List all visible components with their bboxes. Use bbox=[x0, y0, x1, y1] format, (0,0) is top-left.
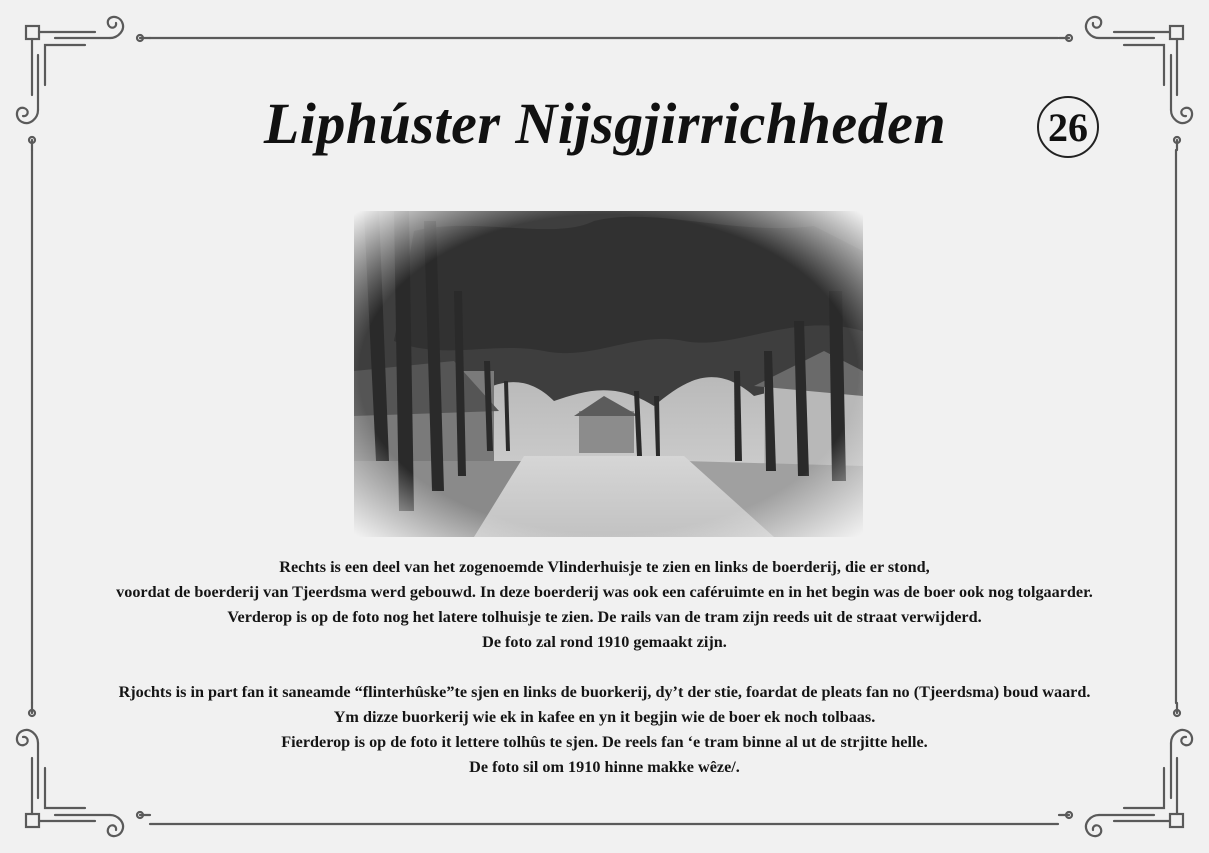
caption-line: Ym dizze buorkerij wie ek in kafee en yn it begjin wie de boer ek noch tolbaas. bbox=[333, 708, 876, 726]
dutch-caption bbox=[40, 555, 1169, 655]
page-title: Liphúster Nijsgjirrichheden bbox=[263, 91, 947, 156]
caption-line: Rechts is een deel van het zogenoemde Vlinderhuisje te zien en links de boerderij, die er stond, bbox=[279, 558, 930, 576]
caption-line: voordat de boerderij van Tjeerdsma werd gebouwd. In deze boerderij was ook een caféruimte en in het begin was de boer ook nog tolgaarder. bbox=[116, 583, 1093, 601]
corner-ornament-top-left bbox=[17, 17, 150, 150]
caption-line: Verderop is op de foto nog het latere tolhuisje te zien. De rails van de tram zijn reeds uit de straat verwijderd. bbox=[227, 608, 982, 626]
caption-line: Rjochts is in part fan it saneamde “flinterhûske”te sjen en links de buorkerij, dy’t der stie, foardat de pleats fan no (Tjeerdsma) boud waard. bbox=[118, 683, 1091, 701]
page-number-badge: 26 bbox=[1037, 96, 1099, 158]
historic-street-photo bbox=[354, 211, 863, 537]
caption-line: Fierderop is op de foto it lettere tolhûs te sjen. De reels fan ‘e tram binne al ut de strjitte helle. bbox=[281, 733, 928, 751]
caption-line: De foto sil om 1910 hinne makke wêze/. bbox=[469, 758, 740, 776]
caption-line: De foto zal rond 1910 gemaakt zijn. bbox=[482, 633, 727, 651]
frisian-caption bbox=[40, 680, 1169, 780]
